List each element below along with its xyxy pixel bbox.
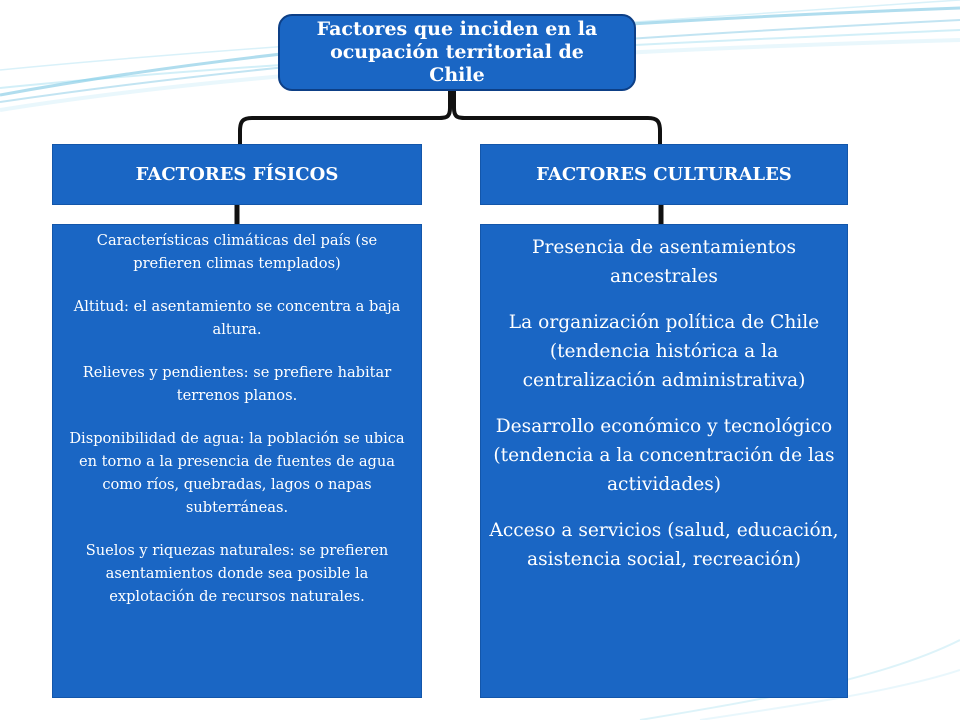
category-cultural-factors: FACTORES CULTURALES <box>480 144 848 205</box>
cultural-factors-list <box>480 224 848 698</box>
cultural-factor-item: Presencia de asentamientos ancestrales <box>531 237 797 287</box>
physical-factor-item: Disponibilidad de agua: la población se ubica en torno a la presencia de fuentes de agua como ríos, quebradas, lagos o napas subterráneas. <box>69 430 405 516</box>
cultural-factor-item: La organización política de Chile (tendencia histórica a la centralización administrativa) <box>508 312 820 391</box>
physical-factor-item: Características climáticas del país (se prefieren climas templados) <box>96 232 378 272</box>
category-physical-factors: FACTORES FÍSICOS <box>52 144 422 205</box>
physical-factor-item: Suelos y riquezas naturales: se prefieren asentamientos donde sea posible la explotación de recursos naturales. <box>85 542 389 605</box>
diagram-title: Factores que inciden en la ocupación territorial de Chile <box>278 14 636 91</box>
physical-factors-list <box>52 224 422 698</box>
cultural-factor-item: Desarrollo económico y tecnológico (tendencia a la concentración de las actividades) <box>493 416 835 495</box>
cultural-factor-item: Acceso a servicios (salud, educación, asistencia social, recreación) <box>489 520 839 570</box>
physical-factor-item: Relieves y pendientes: se prefiere habitar terrenos planos. <box>82 364 392 404</box>
physical-factor-item: Altitud: el asentamiento se concentra a baja altura. <box>73 298 401 338</box>
